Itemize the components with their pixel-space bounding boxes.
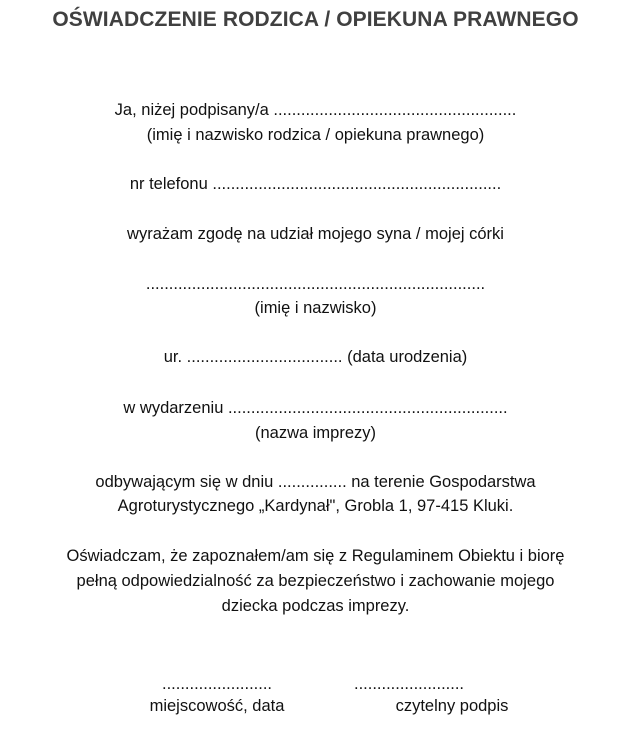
birth-date-line: ur. .................................. (data urodzenia): [163, 348, 468, 366]
event-date-line: odbywającym się w dniu ............... na terenie Gospodarstwa: [95, 473, 536, 491]
event-caption: (nazwa imprezy): [254, 424, 377, 442]
signature-label: czytelny podpis: [395, 697, 509, 715]
declaration-line-1: Oświadczam, że zapoznałem/am się z Regulaminem Obiektu i biorę: [66, 547, 565, 565]
place-date-label: miejscowość, data: [149, 697, 285, 715]
declaration-line-3: dziecka podczas imprezy.: [221, 597, 410, 615]
declaration-line-2: pełną odpowiedzialność za bezpieczeństwo i zachowanie mojego: [76, 572, 555, 590]
event-line: w wydarzeniu .............................................................: [123, 399, 508, 417]
child-name-caption: (imię i nazwisko): [254, 299, 377, 317]
signer-name-line: Ja, niżej podpisany/a .....................................................: [114, 101, 517, 119]
child-name-line: ..........................................................................: [145, 275, 486, 293]
signer-name-caption: (imię i nazwisko rodzica / opiekuna prawnego): [146, 126, 485, 144]
phone-line: nr telefonu ...............................................................: [129, 175, 502, 193]
consent-line: wyrażam zgodę na udział mojego syna / mojej córki: [127, 225, 504, 243]
venue-line: Agroturystycznego „Kardynał", Grobla 1, 97-415 Kluki.: [117, 497, 514, 515]
place-date-dots: ........................: [161, 675, 273, 693]
signature-dots: ........................: [353, 675, 465, 693]
document-title: OŚWIADCZENIE RODZICA / OPIEKUNA PRAWNEGO: [52, 8, 579, 31]
